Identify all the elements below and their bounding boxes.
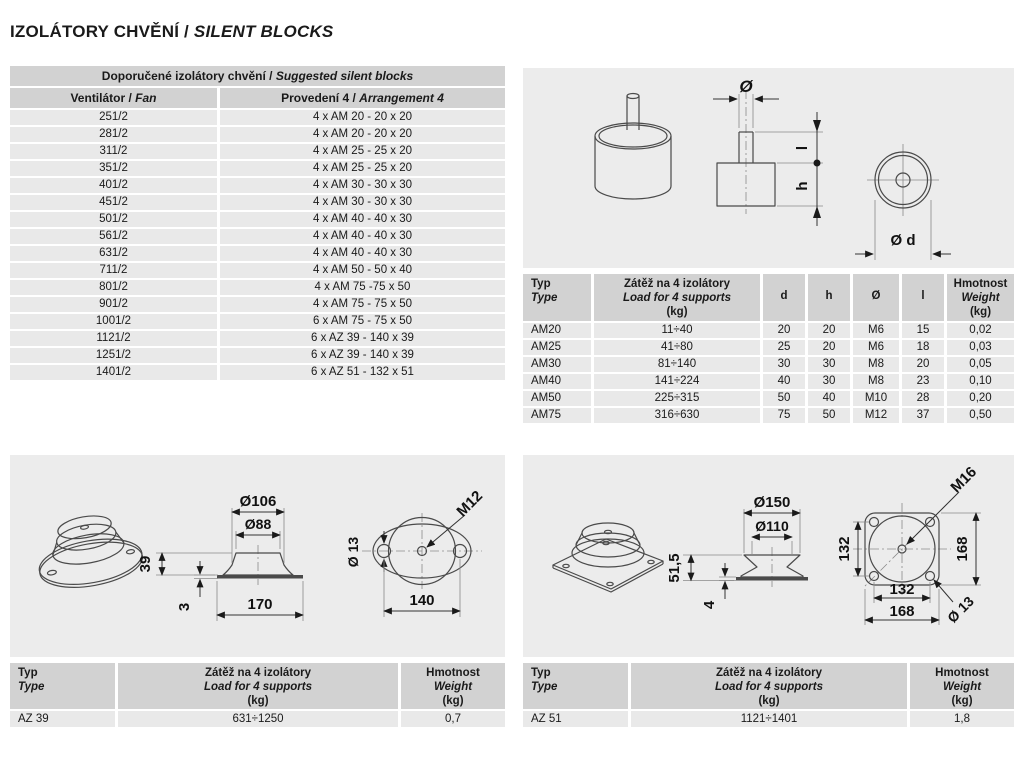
am-h-cell: 30 [808, 374, 850, 389]
typ-en: Type [18, 681, 45, 693]
typ-cs: Typ [531, 667, 551, 679]
load-cs: Zátěž na 4 izolátory [204, 667, 312, 679]
dim-label-az51-hole-dia: Ø 13 [944, 593, 977, 626]
az51-side-view [666, 494, 808, 609]
am-d-cell: 25 [763, 340, 805, 355]
am-l-cell: 18 [902, 340, 944, 355]
az51-typ-cell: AZ 51 [523, 711, 628, 727]
am-dia-cell: M8 [853, 374, 899, 389]
arrangement-cell: 4 x AM 40 - 40 x 30 [220, 229, 505, 244]
fan-cell: 251/2 [10, 110, 217, 125]
az51-top-view [836, 463, 981, 625]
weight-unit: (kg) [969, 306, 992, 318]
am-weight-cell: 0,10 [947, 374, 1014, 389]
am-h-cell: 30 [808, 357, 850, 372]
am-typ-cell: AM75 [523, 408, 591, 423]
dim-label-stud-diameter: Ø [739, 77, 753, 96]
arrangement-cell: 4 x AM 50 - 50 x 40 [220, 263, 505, 278]
am-l-cell: 28 [902, 391, 944, 406]
fan-cell: 801/2 [10, 280, 217, 295]
fan-cell: 1251/2 [10, 348, 217, 363]
dim-label-az39-outer: Ø106 [239, 493, 277, 510]
arrangement-cell: 6 x AZ 39 - 140 x 39 [220, 331, 505, 346]
am-dia-cell: M10 [853, 391, 899, 406]
weight-cs: Hmotnost [426, 667, 480, 679]
az39-load-cell: 631÷1250 [118, 711, 398, 727]
arrangement-cell: 4 x AM 75 -75 x 50 [220, 280, 505, 295]
am-load-cell: 316÷630 [594, 408, 760, 423]
load-cs: Zátěž na 4 izolátory [623, 278, 731, 290]
am-header-d: d [763, 274, 805, 321]
page-title-en: SILENT BLOCKS [193, 22, 334, 41]
load-unit: (kg) [247, 695, 269, 707]
arrangement-cell: 4 x AM 25 - 25 x 20 [220, 161, 505, 176]
fan-cell: 1121/2 [10, 331, 217, 346]
load-en: Load for 4 supports [204, 681, 312, 693]
az51-header-typ [523, 663, 628, 709]
am-dia-cell: M8 [853, 357, 899, 372]
column-header-fan [10, 88, 217, 108]
column-header-arrangement [220, 88, 505, 108]
am-d-cell: 75 [763, 408, 805, 423]
dim-label-az39-plate: 3 [176, 602, 193, 612]
dim-label-az39-base: 170 [247, 596, 273, 613]
load-unit: (kg) [758, 695, 780, 707]
am-typ-cell: AM50 [523, 391, 591, 406]
az39-drawing [10, 455, 505, 657]
az39-drawing-panel [10, 455, 505, 657]
am-dia-cell: M6 [853, 323, 899, 338]
load-en: Load for 4 supports [715, 681, 823, 693]
am-diagram-panel [523, 68, 1014, 268]
am-d-cell: 20 [763, 323, 805, 338]
dim-label-az51-plate: 4 [701, 600, 718, 610]
dim-label-az51-hole-spacing-h: 132 [889, 581, 915, 598]
az39-spec-table [10, 663, 505, 727]
am-weight-cell: 0,20 [947, 391, 1014, 406]
page-title [10, 22, 333, 42]
dim-label-az51-hole-spacing-v: 132 [836, 536, 853, 562]
dim-label-az39-thread: M12 [453, 487, 487, 521]
weight-cs: Hmotnost [953, 278, 1008, 290]
az51-weight-cell: 1,8 [910, 711, 1014, 727]
az39-header-load [118, 663, 398, 709]
fan-cell: 401/2 [10, 178, 217, 193]
caption-cs: Doporučené izolátory chvění / [101, 69, 273, 83]
dim-label-az39-height: 39 [137, 555, 154, 573]
am-dimension-diagram [523, 68, 1014, 268]
az39-top-view [345, 487, 486, 617]
am-l-cell: 20 [902, 357, 944, 372]
fan-header-en: Fan [135, 91, 157, 105]
am-load-cell: 81÷140 [594, 357, 760, 372]
am-side-view [713, 77, 823, 226]
am-load-cell: 11÷40 [594, 323, 760, 338]
am-header-l: l [902, 274, 944, 321]
fan-cell: 451/2 [10, 195, 217, 210]
am-typ-cell: AM20 [523, 323, 591, 338]
fan-cell: 1401/2 [10, 365, 217, 380]
az39-3d-view [31, 508, 145, 595]
am-weight-cell: 0,50 [947, 408, 1014, 423]
arrangement-cell: 4 x AM 20 - 20 x 20 [220, 127, 505, 142]
page-title-cs: IZOLÁTORY CHVĚNÍ / [10, 22, 189, 41]
am-weight-cell: 0,02 [947, 323, 1014, 338]
fan-cell: 351/2 [10, 161, 217, 176]
dim-label-az51-outer: Ø150 [753, 494, 791, 511]
am-d-cell: 40 [763, 374, 805, 389]
weight-cs: Hmotnost [935, 667, 989, 679]
dim-label-az51-height: 51,5 [666, 553, 683, 583]
az39-side-view [137, 493, 303, 621]
az51-header-load [631, 663, 907, 709]
dim-label-h: h [794, 181, 811, 191]
az51-load-cell: 1121÷1401 [631, 711, 907, 727]
am-l-cell: 15 [902, 323, 944, 338]
arrangement-cell: 6 x AZ 39 - 140 x 39 [220, 348, 505, 363]
am-d-cell: 50 [763, 391, 805, 406]
am-spec-table [523, 274, 1014, 423]
az39-header-typ [10, 663, 115, 709]
am-typ-cell: AM30 [523, 357, 591, 372]
arrangement-cell: 4 x AM 25 - 25 x 20 [220, 144, 505, 159]
am-header-load [594, 274, 760, 321]
fan-header-cs: Ventilátor / [70, 91, 132, 105]
dim-label-l: l [794, 145, 811, 151]
fan-cell: 281/2 [10, 127, 217, 142]
arrangement-cell: 4 x AM 30 - 30 x 30 [220, 178, 505, 193]
load-cs: Zátěž na 4 izolátory [715, 667, 823, 679]
table-caption [10, 66, 505, 86]
arrangement-cell: 4 x AM 40 - 40 x 30 [220, 212, 505, 227]
weight-en: Weight [942, 681, 982, 693]
weight-unit: (kg) [951, 695, 973, 707]
am-h-cell: 40 [808, 391, 850, 406]
dim-label-body-diameter: Ø d [890, 232, 916, 249]
fan-cell: 901/2 [10, 297, 217, 312]
fan-cell: 711/2 [10, 263, 217, 278]
fan-cell: 311/2 [10, 144, 217, 159]
load-en: Load for 4 supports [623, 292, 731, 304]
arrangement-cell: 6 x AM 75 - 75 x 50 [220, 314, 505, 329]
arrangement-cell: 4 x AM 20 - 20 x 20 [220, 110, 505, 125]
am-typ-cell: AM40 [523, 374, 591, 389]
az51-spec-table [523, 663, 1014, 727]
typ-cs: Typ [531, 278, 551, 290]
am-h-cell: 20 [808, 323, 850, 338]
arrangement-cell: 4 x AM 30 - 30 x 30 [220, 195, 505, 210]
am-d-cell: 30 [763, 357, 805, 372]
am-l-cell: 23 [902, 374, 944, 389]
am-dia-cell: M6 [853, 340, 899, 355]
weight-en: Weight [961, 292, 1000, 304]
am-header-h: h [808, 274, 850, 321]
fan-cell: 501/2 [10, 212, 217, 227]
caption-en: Suggested silent blocks [275, 69, 414, 83]
typ-cs: Typ [18, 667, 38, 679]
az51-drawing [523, 455, 1014, 657]
arrangement-cell: 4 x AM 40 - 40 x 30 [220, 246, 505, 261]
am-load-cell: 41÷80 [594, 340, 760, 355]
arrangement-cell: 4 x AM 75 - 75 x 50 [220, 297, 505, 312]
am-header-dia: Ø [853, 274, 899, 321]
dim-label-az39-inner: Ø88 [244, 516, 272, 532]
arr-header-cs: Provedení 4 / [281, 91, 356, 105]
dim-label-az39-hole-spacing: 140 [409, 592, 435, 609]
am-l-cell: 37 [902, 408, 944, 423]
az39-weight-cell: 0,7 [401, 711, 505, 727]
fan-cell: 1001/2 [10, 314, 217, 329]
az39-typ-cell: AZ 39 [10, 711, 115, 727]
am-h-cell: 50 [808, 408, 850, 423]
am-front-view [855, 144, 951, 260]
weight-en: Weight [433, 681, 473, 693]
am-weight-cell: 0,05 [947, 357, 1014, 372]
arrangement-cell: 6 x AZ 51 - 132 x 51 [220, 365, 505, 380]
dim-label-az51-thread: M16 [947, 463, 981, 497]
dim-label-az39-hole-dia: Ø 13 [345, 536, 361, 568]
az51-header-weight [910, 663, 1014, 709]
az39-header-weight [401, 663, 505, 709]
arr-header-en: Arrangement 4 [359, 91, 444, 105]
suggested-silent-blocks-table [10, 66, 505, 380]
am-header-typ [523, 274, 591, 321]
fan-cell: 561/2 [10, 229, 217, 244]
am-dia-cell: M12 [853, 408, 899, 423]
am-h-cell: 20 [808, 340, 850, 355]
am-weight-cell: 0,03 [947, 340, 1014, 355]
am-header-weight [947, 274, 1014, 321]
am-load-cell: 141÷224 [594, 374, 760, 389]
am-3d-view [595, 94, 671, 199]
fan-cell: 631/2 [10, 246, 217, 261]
dim-label-az51-flange-v: 168 [954, 536, 971, 562]
am-load-cell: 225÷315 [594, 391, 760, 406]
az51-drawing-panel [523, 455, 1014, 657]
weight-unit: (kg) [442, 695, 464, 707]
load-unit: (kg) [666, 306, 688, 318]
typ-en: Type [531, 681, 558, 693]
az51-3d-view [553, 523, 663, 592]
dim-label-az51-flange-h: 168 [889, 603, 915, 620]
dim-label-az51-inner: Ø110 [755, 518, 789, 534]
typ-en: Type [531, 292, 558, 304]
am-typ-cell: AM25 [523, 340, 591, 355]
